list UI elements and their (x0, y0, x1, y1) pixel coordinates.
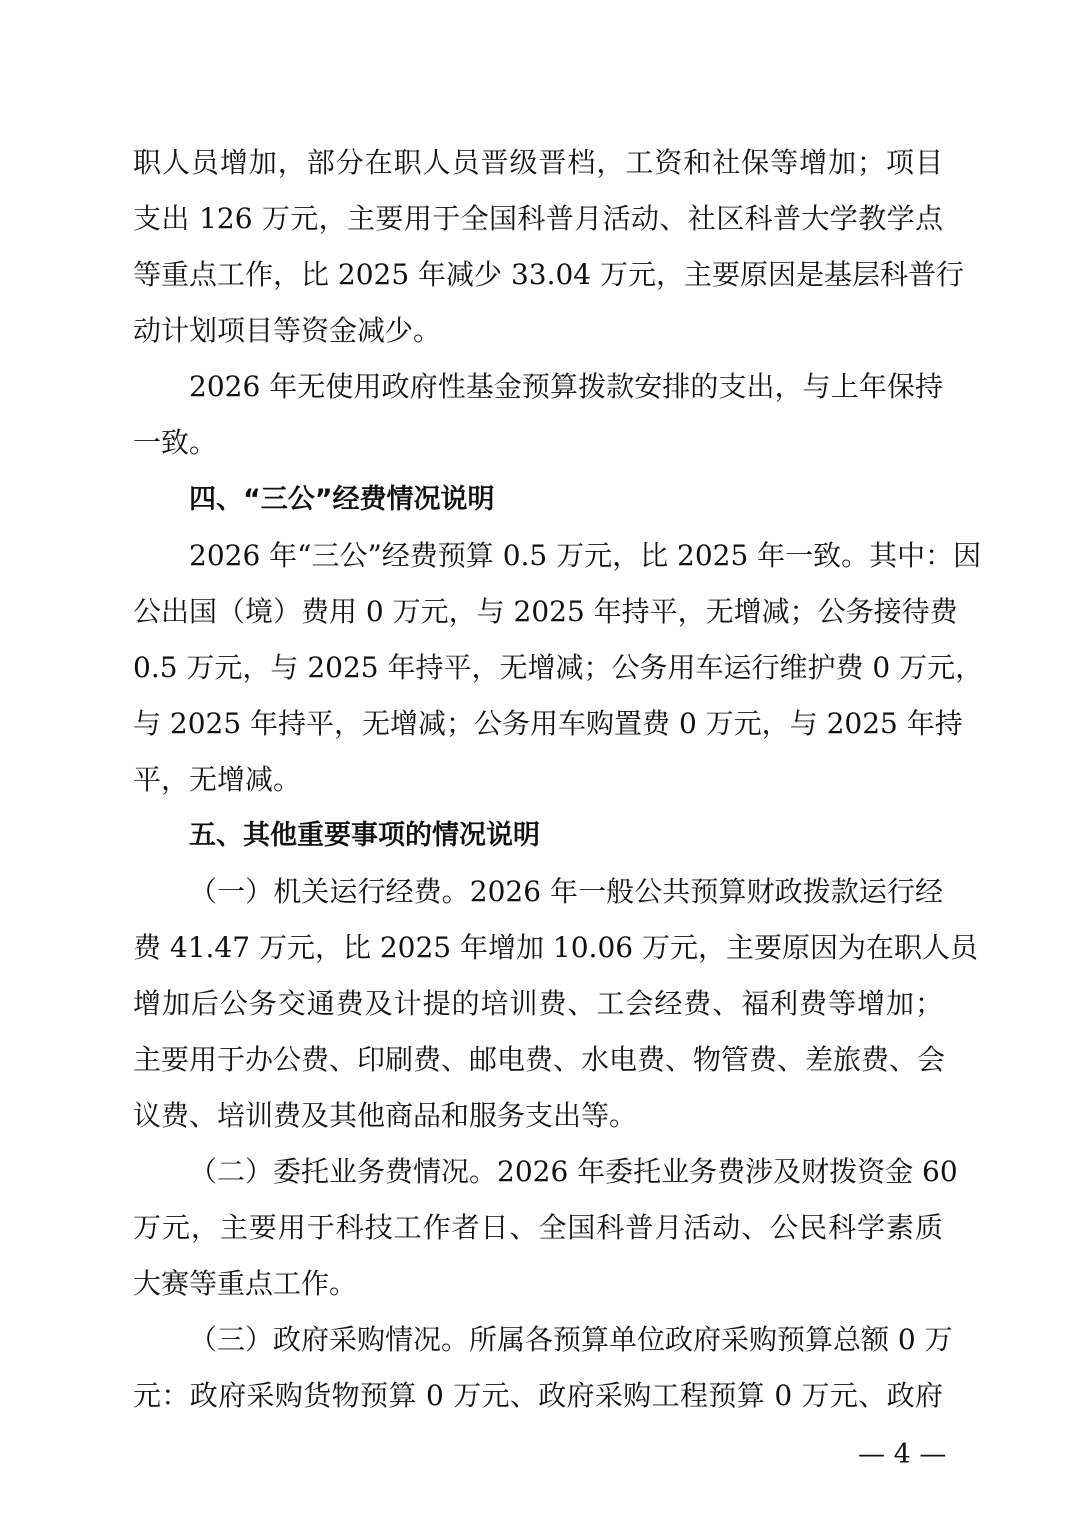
body-line: 职人员增加，部分在职人员晋级晋档，工资和社保等增加；项目 (133, 146, 943, 179)
page-number: — 4 — (858, 1439, 947, 1470)
body-line: 万元，主要用于科技工作者日、全国科普月活动、公民科学素质 (133, 1211, 943, 1244)
body-line: 与 2025 年持平，无增减；公务用车购置费 0 万元，与 2025 年持 (133, 707, 963, 740)
body-line: 平，无增减。 (133, 763, 302, 796)
body-line: 公出国（境）费用 0 万元，与 2025 年持平，无增减；公务接待费 (133, 595, 958, 628)
body-line: 主要用于办公费、印刷费、邮电费、水电费、物管费、差旅费、会 (133, 1043, 946, 1076)
body-line: （三）政府采购情况。所属各预算单位政府采购预算总额 0 万 (189, 1323, 953, 1356)
body-line: 元：政府采购货物预算 0 万元、政府采购工程预算 0 万元、政府 (133, 1379, 943, 1412)
section-heading: 四、“三公”经费情况说明 (189, 484, 495, 515)
body-line: 议费、培训费及其他商品和服务支出等。 (133, 1099, 638, 1132)
body-line: 2026 年无使用政府性基金预算拨款安排的支出，与上年保持 (189, 370, 943, 403)
body-line: 支出 126 万元，主要用于全国科普月活动、社区科普大学教学点 (133, 202, 943, 235)
body-line: 费 41.47 万元，比 2025 年增加 10.06 万元，主要原因为在职人员 (133, 931, 978, 964)
body-line: 2026 年“三公”经费预算 0.5 万元，比 2025 年一致。其中：因 (189, 539, 982, 572)
body-line: 一致。 (133, 426, 218, 459)
body-line: 增加后公务交通费及计提的培训费、工会经费、福利费等增加； (133, 987, 943, 1020)
body-line: 大赛等重点工作。 (133, 1267, 358, 1300)
body-line: 动计划项目等资金减少。 (133, 314, 442, 347)
body-line: （二）委托业务费情况。2026 年委托业务费涉及财拨资金 60 (189, 1155, 958, 1188)
body-line: 0.5 万元，与 2025 年持平，无增减；公务用车运行维护费 0 万元， (133, 651, 984, 684)
body-line: （一）机关运行经费。2026 年一般公共预算财政拨款运行经 (189, 875, 943, 908)
section-heading: 五、其他重要事项的情况说明 (189, 820, 540, 851)
body-line: 等重点工作，比 2025 年减少 33.04 万元，主要原因是基层科普行 (133, 258, 965, 291)
